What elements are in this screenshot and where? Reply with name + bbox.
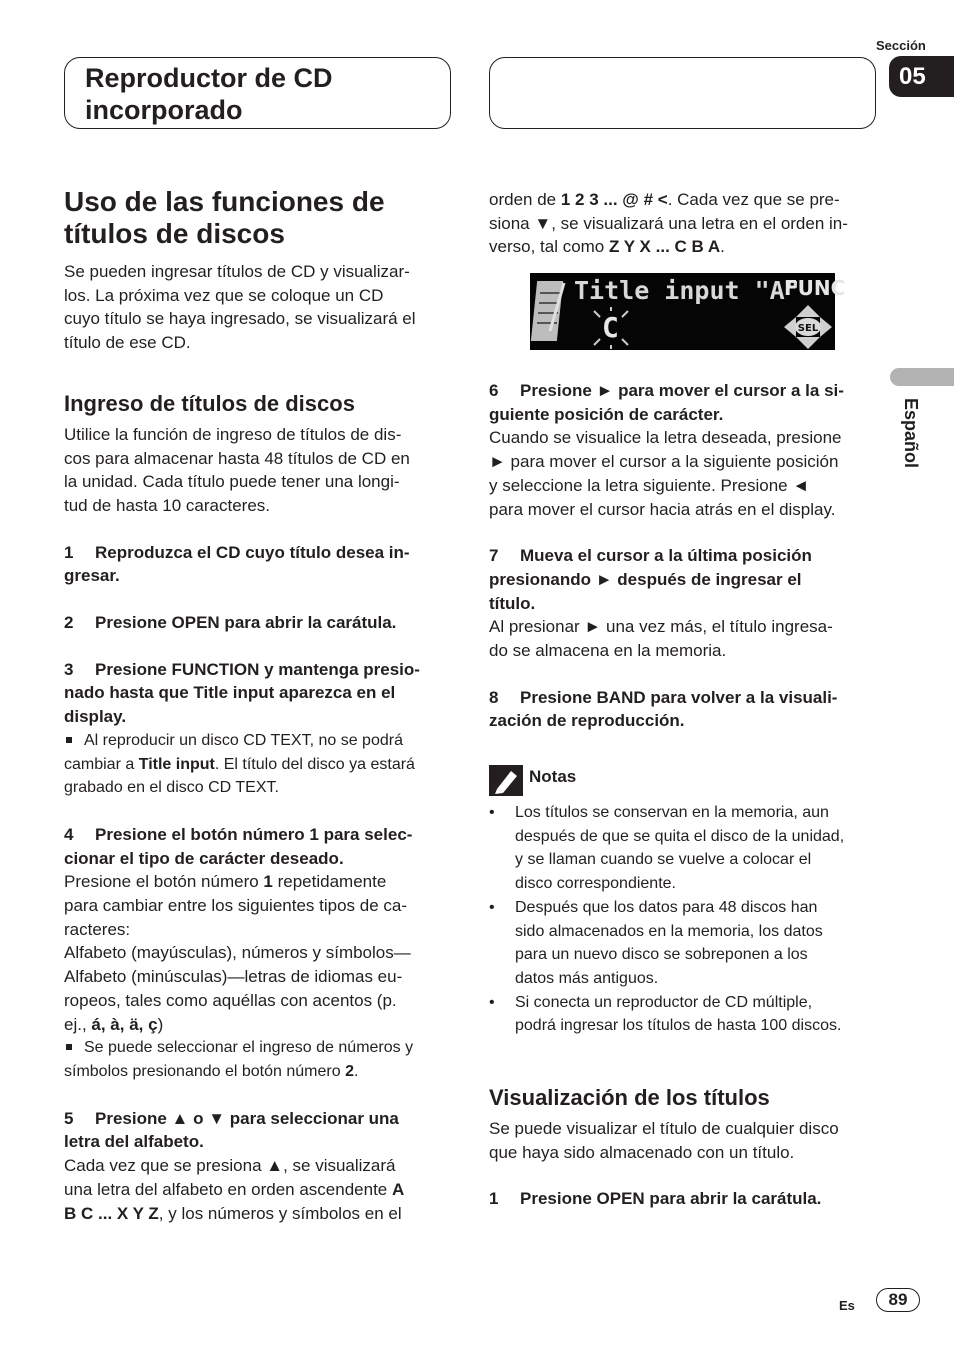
pencil-icon [489,765,523,796]
intro-paragraph: Se pueden ingresar títulos de CD y visualizar- los. La próxima vez que se coloque un CD cuyo título se haya ingresado, se visualizará el título de ese CD. [64,262,416,353]
display-titles-section [489,1085,881,1211]
notes-list [489,801,881,1038]
section-label: Sección [876,38,926,53]
step-6: 6 Presione ► para mover el cursor a la si- guiente posición de carácter. [489,381,844,424]
step-5: 5 Presione ▲ o ▼ para seleccionar una letra del alfabeto. [64,1108,399,1152]
right-column-steps [489,379,881,733]
language-tab-label: Español [901,398,921,469]
page-number: 89 [876,1288,920,1312]
section-number-badge: 05 [889,56,954,97]
step-5-body: Cada vez que se presiona ▲, se visualizará una letra del alfabeto en orden ascendente A B C ... X Y Z, y los números y símbolos en el [64,1156,405,1223]
step-6-body: Cuando se visualice la letra deseada, presione ► para mover el cursor a la siguiente posición y seleccione la letra siguiente. Presione ◄ para mover el cursor hacia atrás en el display. [489,428,842,519]
lcd-title-text: Title input "A" [574,276,800,305]
step-1: 1 Reproduzca el CD cuyo título desea in- gresar. [64,542,410,586]
note-item: • Los títulos se conservan en la memoria, aun después de que se quita el disco de la unidad, y se llaman cuando se vuelve a colocar el disco correspondiente. [489,801,881,896]
lcd-svg [530,273,846,350]
step-5-continued: orden de 1 2 3 ... @ # <. Cada vez que se pre- siona ▼, se visualizará una letra en el orden in- verso, tal como Z Y X ... C B A. [489,190,848,257]
note-square-icon [66,737,72,743]
step-3: 3 Presione FUNCTION y mantenga presio- nado hasta que Title input aparezca en el display. [64,659,420,727]
svg-text:SEL: SEL [797,323,819,334]
step-2: 2 Presione OPEN para abrir la carátula. [64,613,397,633]
section-heading: Uso de las funciones de títulos de discos [64,186,385,249]
header-empty-box [489,57,876,129]
note-square-icon [66,1044,72,1050]
notes-label: Notas [529,767,577,786]
step-3-note: Al reproducir un disco CD TEXT, no se podrá cambiar a Title input. El título del disco ya estará grabado en el disco CD TEXT. [64,731,415,797]
display-titles-paragraph: Se puede visualizar el título de cualquier disco que haya sido almacenado con un título. [489,1119,839,1162]
footer-language: Es [839,1298,855,1313]
left-column [64,186,454,1225]
step-7: 7 Mueva el cursor a la última posición presionando ► después de ingresar el título. [489,546,812,613]
lcd-display-illustration [530,273,846,350]
step-4: 4 Presione el botón número 1 para selec- cionar el tipo de carácter deseado. [64,824,413,868]
language-tab-marker [890,368,954,386]
lcd-func-text: FUNC [784,276,846,300]
step-4-body: Presione el botón número 1 repetidamente para cambiar entre los siguientes tipos de ca- racteres: Alfabeto (mayúsculas), números y símbolos— Alfabeto (minúsculas)—letras de idiomas eu- ropeos, tales como aquéllas con acentos (p. ej., á, à, ä, ç) [64,872,411,1034]
subheading-input-titles: Ingreso de títulos de discos [64,390,355,416]
note-item: • Si conecta un reproductor de CD múltiple, podrá ingresar los títulos de hasta 100 discos. [489,991,881,1038]
step-4-note: Se puede seleccionar el ingreso de números y símbolos presionando el botón número 2. [64,1039,414,1080]
subheading-display-titles: Visualización de los títulos [489,1085,770,1110]
right-column [489,188,881,259]
step-v1: 1 Presione OPEN para abrir la carátula. [489,1189,822,1209]
note-item: • Después que los datos para 48 discos han sido almacenados en la memoria, los datos para un nuevo disco se sobreponen a los datos más antiguos. [489,896,881,991]
input-titles-paragraph: Utilice la función de ingreso de títulos de dis- cos para almacenar hasta 48 títulos de CD en la unidad. Cada título puede tener una longi- tud de hasta 10 caracteres. [64,424,410,515]
chapter-title-box: Reproductor de CD incorporado [64,57,451,129]
step-7-body: Al presionar ► una vez más, el título ingresa- do se almacena en la memoria. [489,617,833,661]
step-8: 8 Presione BAND para volver a la visuali- zación de reproducción. [489,687,838,731]
svg-text:C: C [602,311,619,344]
